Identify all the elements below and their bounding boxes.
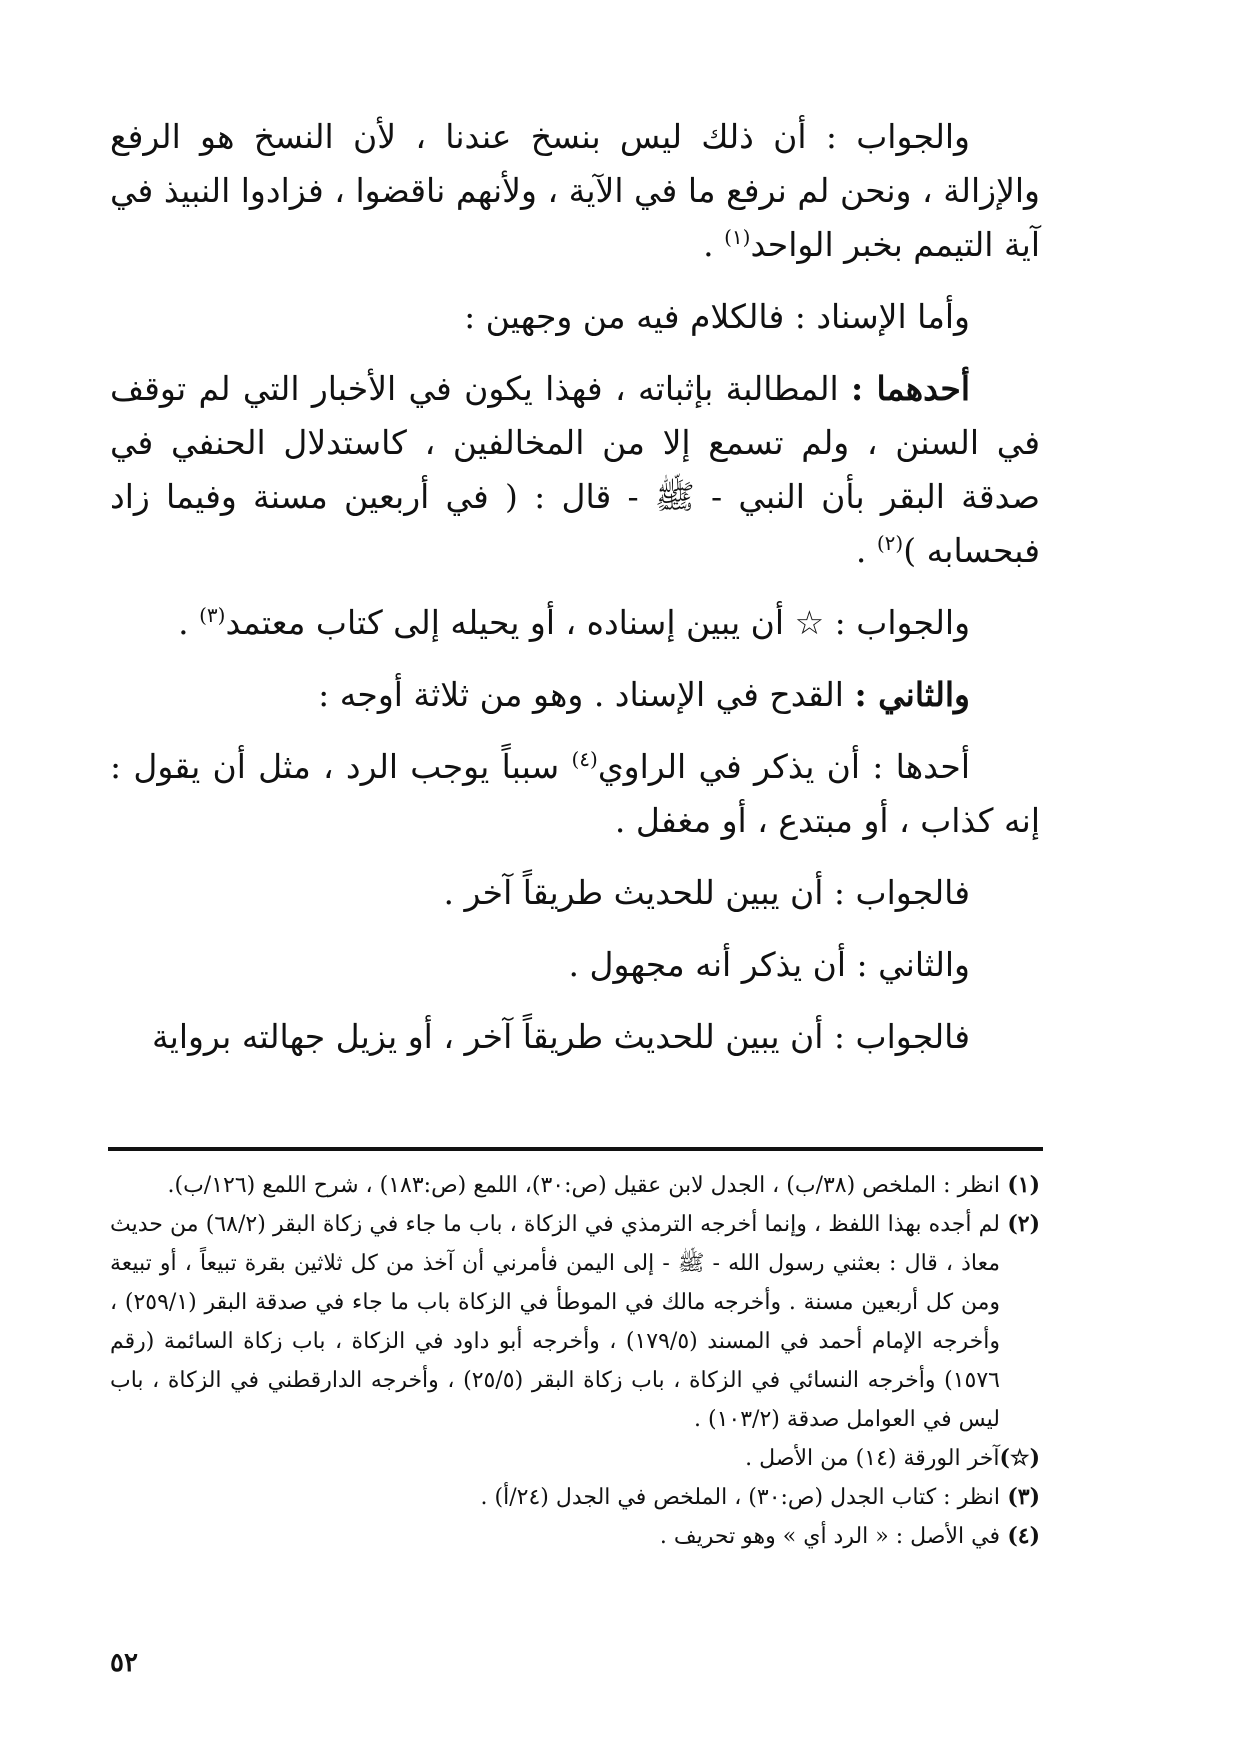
paragraph-text: فالجواب : أن يبين للحديث طريقاً آخر .: [443, 873, 970, 912]
paragraph-text-end: .: [703, 225, 725, 264]
paragraph-text: أحدها : أن يذكر في الراوي: [597, 747, 970, 786]
paragraph: [110, 938, 1040, 992]
main-text: [110, 110, 1040, 1082]
page-number: ٥٢: [110, 1648, 138, 1678]
footnote-number: (٢): [1007, 1211, 1040, 1237]
paragraph-text: والجواب : أن ذلك ليس بنسخ عندنا ، لأن النسخ هو الرفع والإزالة ، ونحن لم نرفع ما في الآية ، ولأنهم ناقضوا ، فزادوا النبيذ في آية التيمم بخبر الواحد: [110, 117, 1040, 264]
footnote: [110, 1439, 1040, 1478]
paragraph: [110, 866, 1040, 920]
footnote-number: (١): [1007, 1172, 1040, 1198]
paragraph: [110, 362, 1040, 578]
footnote-text: انظر : الملخص (٣٨/ب) ، الجدل لابن عقيل (ص:٣٠)، اللمع (ص:١٨٣) ، شرح اللمع (١٢٦/ب).: [167, 1173, 1000, 1198]
paragraph: [110, 1010, 1040, 1064]
footnote-text: انظر : كتاب الجدل (ص:٣٠) ، الملخص في الجدل (٢٤/أ) .: [480, 1485, 1000, 1510]
footnote-ref: (٢): [876, 531, 904, 555]
footnote-ref: (١): [724, 225, 751, 249]
footnotes: [110, 1166, 1040, 1556]
paragraph: [110, 110, 1040, 272]
paragraph-text-end: .: [178, 603, 200, 642]
paragraph: [110, 290, 1040, 344]
footnote-divider: [108, 1147, 1043, 1151]
paragraph-text: القدح في الإسناد . وهو من ثلاثة أوجه :: [318, 675, 855, 714]
footnote-number: (٤): [1007, 1523, 1040, 1549]
footnote-text: في الأصل : « الرد أي » وهو تحريف .: [659, 1524, 1000, 1549]
paragraph: [110, 596, 1040, 650]
footnote-ref: (٤): [571, 747, 598, 771]
footnote: [110, 1517, 1040, 1556]
paragraph: [110, 740, 1040, 848]
paragraph-heading: أحدهما :: [851, 369, 970, 408]
paragraph-text: فالجواب : أن يبين للحديث طريقاً آخر ، أو يزيل جهالته برواية: [151, 1017, 970, 1056]
paragraph-heading: والثاني :: [854, 675, 970, 714]
paragraph-text-end: سبباً يوجب الرد ، مثل أن يقول : إنه كذاب ، أو مبتدع ، أو مغفل .: [110, 747, 1040, 840]
paragraph-text: والثاني : أن يذكر أنه مجهول .: [568, 945, 970, 984]
footnote-number: (☆): [999, 1445, 1040, 1471]
footnote-ref: (٣): [199, 603, 226, 627]
footnote: [110, 1166, 1040, 1205]
paragraph-text: والجواب : ☆ أن يبين إسناده ، أو يحيله إلى كتاب معتمد: [225, 603, 970, 642]
paragraph-text: وأما الإسناد : فالكلام فيه من وجهين :: [464, 297, 970, 336]
footnote-number: (٣): [1007, 1484, 1040, 1510]
footnote: [110, 1478, 1040, 1517]
paragraph-text: المطالبة بإثباته ، فهذا يكون في الأخبار التي لم توقف في السنن ، ولم تسمع إلا من المخالفين ، كاستدلال الحنفي في صدقة البقر بأن النبي - ﷺ - قال : ( في أربعين مسنة وفيما زاد فبحسابه ): [110, 369, 1040, 570]
paragraph-text-end: .: [855, 531, 877, 570]
footnote-text: لم أجده بهذا اللفظ ، وإنما أخرجه الترمذي في الزكاة ، باب ما جاء في زكاة البقر (٦٨/٢) من حديث معاذ ، قال : بعثني رسول الله - ﷺ - إلى اليمن فأمرني أن آخذ من كل ثلاثين بقرة تبيعاً ، أو تبيعة ومن كل أربعين مسنة . وأخرجه مالك في الموطأ في الزكاة باب ما جاء في صدقة البقر (٢٥٩/١) ، وأخرجه الإمام أحمد في المسند (١٧٩/٥) ، وأخرجه أبو داود في الزكاة ، باب زكاة السائمة (رقم ١٥٧٦) وأخرجه النسائي في الزكاة ، باب زكاة البقر (٢٥/٥) ، وأخرجه الدارقطني في الزكاة ، باب ليس في العوامل صدقة (١٠٣/٢) .: [110, 1212, 1000, 1432]
footnote: [110, 1205, 1040, 1439]
footnote-text: آخر الورقة (١٤) من الأصل .: [745, 1446, 1000, 1471]
paragraph: [110, 668, 1040, 722]
